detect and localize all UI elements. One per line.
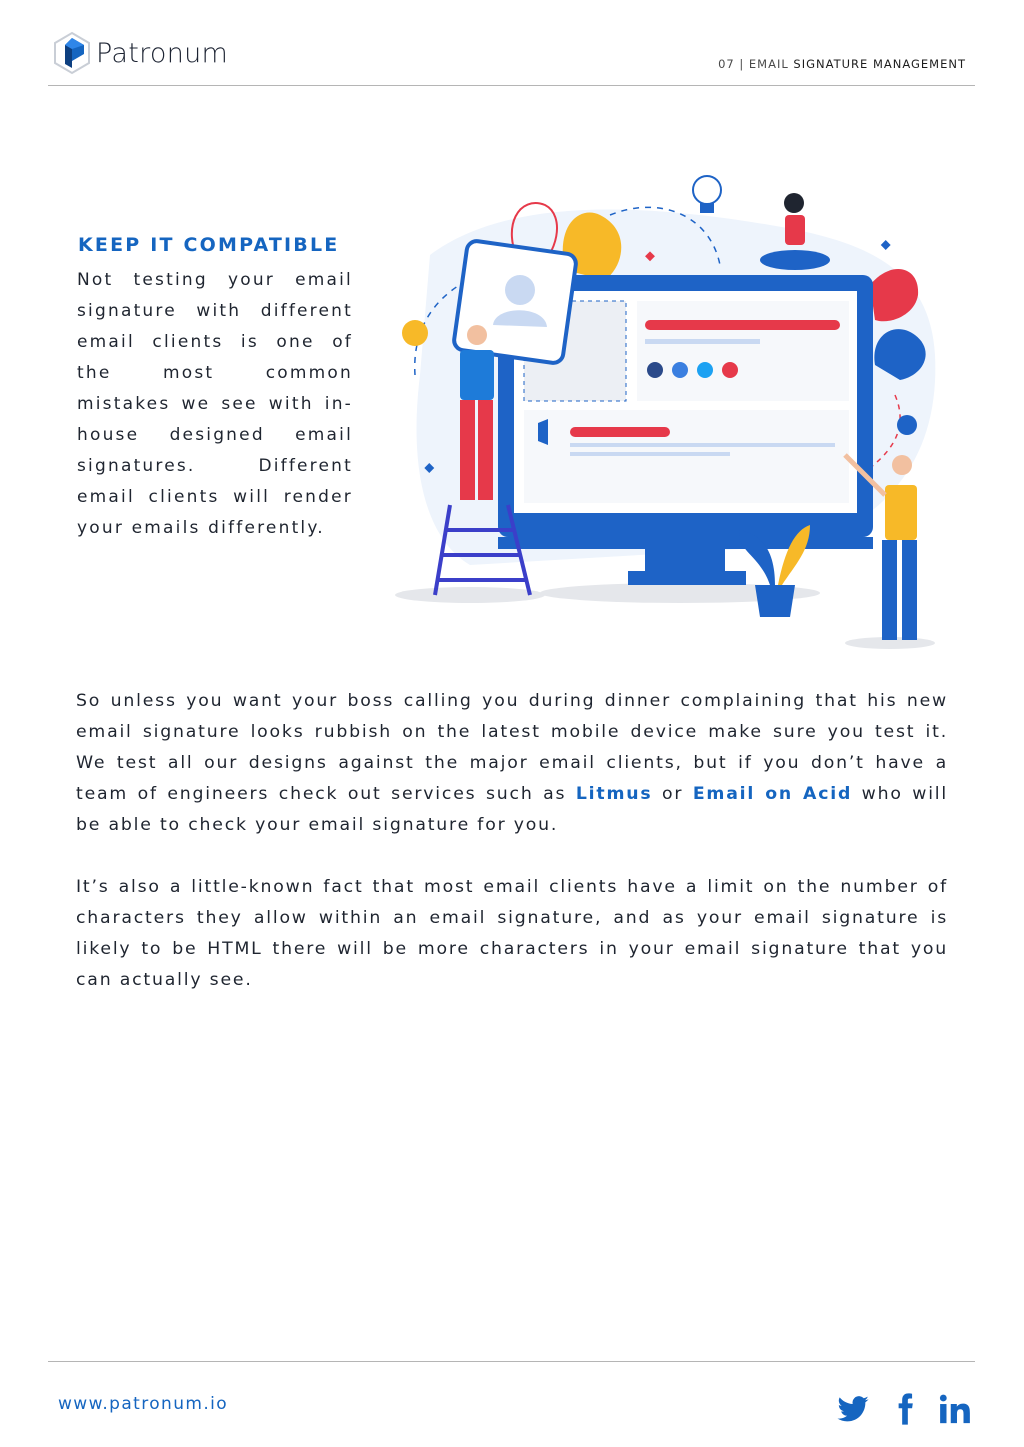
- facebook-icon[interactable]: [888, 1392, 922, 1426]
- section-title: SIGNATURE MANAGEMENT: [793, 57, 966, 71]
- header-divider: [48, 85, 975, 86]
- email-signature-illustration: [390, 155, 950, 655]
- paragraph-testing: [76, 686, 948, 841]
- section-heading: KEEP IT COMPATIBLE: [78, 234, 340, 256]
- email-on-acid-link[interactable]: Email on Acid: [692, 784, 853, 804]
- footer-divider: [48, 1361, 975, 1362]
- paragraph-character-limit: It’s also a little-known fact that most email clients have a limit on the number of characters they allow within an email signature, and as your email signature is likely to be HTML there will be more characters in your email signature that you can actually see.: [76, 877, 948, 990]
- brand-logo[interactable]: [52, 30, 242, 76]
- page-header-label: [718, 57, 966, 71]
- header-separator: |: [739, 57, 745, 71]
- patronum-logo-icon: [52, 31, 92, 75]
- twitter-icon[interactable]: [836, 1392, 870, 1426]
- linkedin-icon[interactable]: [938, 1392, 972, 1426]
- brand-name: Patronum: [96, 37, 229, 69]
- paragraph-testing-end: who will be able to check your email signature for you.: [76, 784, 949, 835]
- page-number: 07: [718, 57, 735, 71]
- paragraph-testing-text: So unless you want your boss calling you during dinner complaining that his new email signature looks rubbish on the latest mobile device make sure you test it. We test all our designs against the major email clients, but if you don’t have a team of engineers check out services such as: [76, 691, 948, 804]
- intro-text: Not testing your email signature with different email clients is one of the most common mistakes we see with in-house designed email signatures. Different email clients will render your emails differently.: [77, 270, 353, 538]
- litmus-link[interactable]: Litmus: [575, 784, 653, 804]
- section-prefix: EMAIL: [748, 57, 789, 71]
- website-link[interactable]: www.patronum.io: [58, 1394, 229, 1414]
- paragraph-or: or: [652, 784, 693, 804]
